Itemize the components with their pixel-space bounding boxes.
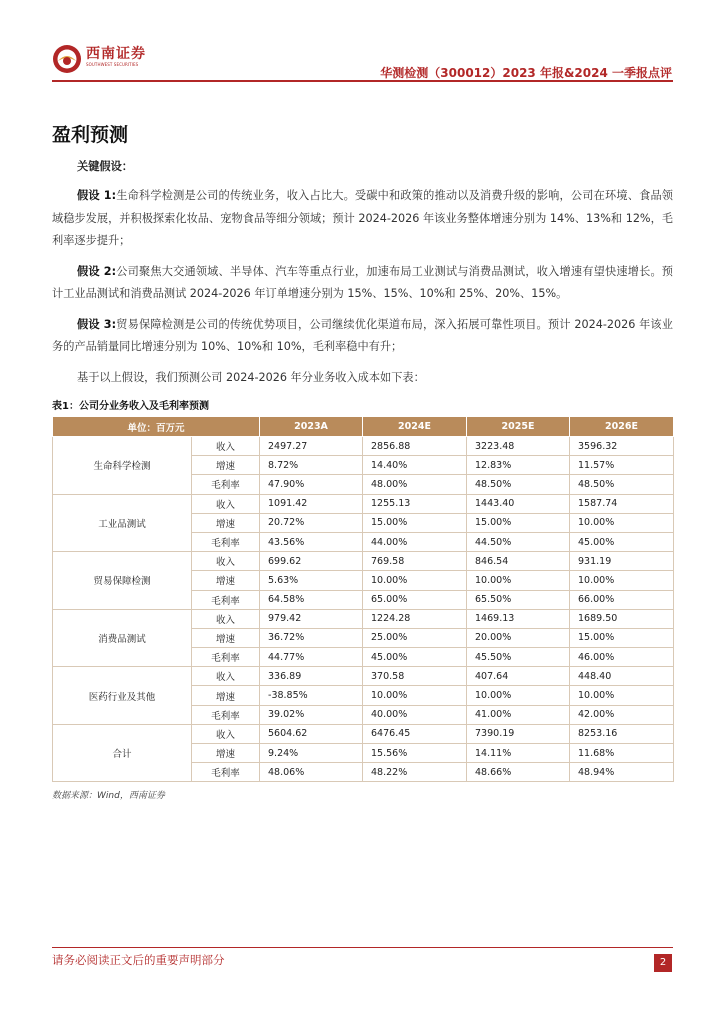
value-cell: 45.00% bbox=[363, 648, 467, 667]
value-cell: 11.57% bbox=[570, 456, 674, 475]
metric-label: 毛利率 bbox=[192, 590, 260, 609]
value-cell: 48.66% bbox=[467, 763, 570, 782]
assumption-1 bbox=[52, 185, 673, 253]
metric-label: 收入 bbox=[192, 724, 260, 743]
table-row bbox=[53, 667, 674, 686]
report-title: 华测检测（300012）2023 年报&2024 一季报点评 bbox=[380, 66, 672, 80]
value-cell: -38.85% bbox=[260, 686, 363, 705]
table-row bbox=[53, 494, 674, 513]
value-cell: 25.00% bbox=[363, 628, 467, 647]
assumption-3 bbox=[52, 314, 673, 359]
logo-en: SOUTHWEST SECURITIES bbox=[86, 62, 139, 67]
value-cell: 14.40% bbox=[363, 456, 467, 475]
assumption-1-text: 生命科学检测是公司的传统业务，收入占比大。受碳中和政策的推动以及消费升级的影响，公司在环境、食品领域稳步发展，并积极探索化妆品、宠物食品等细分领域；预计 2024-2026 年该业务整体增速分别为 14%、13%和 12%，毛利率逐步提升； bbox=[52, 189, 673, 247]
table-row bbox=[53, 724, 674, 743]
value-cell: 370.58 bbox=[363, 667, 467, 686]
footer-divider bbox=[52, 947, 673, 948]
value-cell: 1443.40 bbox=[467, 494, 570, 513]
metric-label: 收入 bbox=[192, 437, 260, 456]
metric-label: 增速 bbox=[192, 456, 260, 475]
metric-label: 增速 bbox=[192, 571, 260, 590]
value-cell: 5.63% bbox=[260, 571, 363, 590]
table-body bbox=[53, 437, 674, 782]
metric-label: 毛利率 bbox=[192, 475, 260, 494]
southwest-securities-logo-icon bbox=[52, 44, 82, 74]
metric-label: 增速 bbox=[192, 513, 260, 532]
value-cell: 7390.19 bbox=[467, 724, 570, 743]
value-cell: 846.54 bbox=[467, 552, 570, 571]
value-cell: 14.11% bbox=[467, 744, 570, 763]
value-cell: 39.02% bbox=[260, 705, 363, 724]
value-cell: 5604.62 bbox=[260, 724, 363, 743]
value-cell: 48.00% bbox=[363, 475, 467, 494]
value-cell: 45.00% bbox=[570, 532, 674, 551]
value-cell: 66.00% bbox=[570, 590, 674, 609]
value-cell: 9.24% bbox=[260, 744, 363, 763]
value-cell: 10.00% bbox=[363, 571, 467, 590]
table-row bbox=[53, 437, 674, 456]
segment-name: 医药行业及其他 bbox=[53, 667, 192, 725]
value-cell: 47.90% bbox=[260, 475, 363, 494]
assumption-1-label: 假设 1: bbox=[77, 189, 117, 202]
metric-label: 毛利率 bbox=[192, 648, 260, 667]
value-cell: 65.50% bbox=[467, 590, 570, 609]
segment-name: 生命科学检测 bbox=[53, 437, 192, 495]
value-cell: 44.00% bbox=[363, 532, 467, 551]
assumption-2 bbox=[52, 261, 673, 306]
value-cell: 15.00% bbox=[363, 513, 467, 532]
assumption-3-label: 假设 3: bbox=[77, 317, 117, 331]
value-cell: 10.00% bbox=[570, 571, 674, 590]
value-cell: 10.00% bbox=[570, 686, 674, 705]
value-cell: 699.62 bbox=[260, 552, 363, 571]
assumption-3-text: 贸易保障检测是公司的传统优势项目，公司继续优化渠道布局，深入拓展可靠性项目。预计 2024-2026 年该业务的产品销量同比增速分别为 10%、10%和 10%，毛利率稳中有升； bbox=[52, 317, 673, 353]
header-2024e: 2024E bbox=[363, 417, 467, 437]
value-cell: 10.00% bbox=[467, 571, 570, 590]
main-content bbox=[52, 120, 673, 801]
value-cell: 10.00% bbox=[363, 686, 467, 705]
data-source: 数据来源：Wind，西南证券 bbox=[52, 791, 165, 802]
value-cell: 41.00% bbox=[467, 705, 570, 724]
value-cell: 45.50% bbox=[467, 648, 570, 667]
metric-label: 收入 bbox=[192, 609, 260, 628]
metric-label: 增速 bbox=[192, 686, 260, 705]
metric-label: 收入 bbox=[192, 667, 260, 686]
logo-cn: 西南证券 bbox=[86, 46, 146, 62]
forecast-table bbox=[52, 416, 674, 782]
value-cell: 3596.32 bbox=[570, 437, 674, 456]
value-cell: 48.50% bbox=[570, 475, 674, 494]
value-cell: 20.72% bbox=[260, 513, 363, 532]
value-cell: 20.00% bbox=[467, 628, 570, 647]
value-cell: 1224.28 bbox=[363, 609, 467, 628]
logo-text bbox=[86, 46, 156, 68]
value-cell: 8253.16 bbox=[570, 724, 674, 743]
value-cell: 769.58 bbox=[363, 552, 467, 571]
value-cell: 48.06% bbox=[260, 763, 363, 782]
value-cell: 42.00% bbox=[570, 705, 674, 724]
value-cell: 1587.74 bbox=[570, 494, 674, 513]
value-cell: 6476.45 bbox=[363, 724, 467, 743]
assumption-2-label: 假设 2: bbox=[77, 264, 117, 278]
value-cell: 3223.48 bbox=[467, 437, 570, 456]
value-cell: 407.64 bbox=[467, 667, 570, 686]
section-title: 盈利预测 bbox=[52, 124, 129, 146]
value-cell: 336.89 bbox=[260, 667, 363, 686]
segment-name: 工业品测试 bbox=[53, 494, 192, 552]
metric-label: 收入 bbox=[192, 552, 260, 571]
value-cell: 44.50% bbox=[467, 532, 570, 551]
value-cell: 65.00% bbox=[363, 590, 467, 609]
value-cell: 48.94% bbox=[570, 763, 674, 782]
value-cell: 1091.42 bbox=[260, 494, 363, 513]
value-cell: 46.00% bbox=[570, 648, 674, 667]
summary-text: 基于以上假设，我们预测公司 2024-2026 年分业务收入成本如下表： bbox=[77, 370, 425, 384]
page-number: 2 bbox=[654, 954, 672, 972]
value-cell: 36.72% bbox=[260, 628, 363, 647]
value-cell: 2856.88 bbox=[363, 437, 467, 456]
header-2025e: 2025E bbox=[467, 417, 570, 437]
value-cell: 12.83% bbox=[467, 456, 570, 475]
metric-label: 毛利率 bbox=[192, 532, 260, 551]
value-cell: 48.50% bbox=[467, 475, 570, 494]
table-row bbox=[53, 552, 674, 571]
value-cell: 40.00% bbox=[363, 705, 467, 724]
value-cell: 8.72% bbox=[260, 456, 363, 475]
header-2023a: 2023A bbox=[260, 417, 363, 437]
segment-name: 合计 bbox=[53, 724, 192, 782]
header-2026e: 2026E bbox=[570, 417, 674, 437]
metric-label: 增速 bbox=[192, 628, 260, 647]
value-cell: 10.00% bbox=[570, 513, 674, 532]
assumption-2-text: 公司聚焦大交通领域、半导体、汽车等重点行业，加速布局工业测试与消费品测试，收入增速有望快速增长。预计工业品测试和消费品测试 2024-2026 年订单增速分别为 15%、15%、10%和 25%、20%、15%。 bbox=[52, 264, 673, 300]
value-cell: 15.56% bbox=[363, 744, 467, 763]
table-row bbox=[53, 609, 674, 628]
value-cell: 48.22% bbox=[363, 763, 467, 782]
value-cell: 979.42 bbox=[260, 609, 363, 628]
value-cell: 1255.13 bbox=[363, 494, 467, 513]
value-cell: 1689.50 bbox=[570, 609, 674, 628]
segment-name: 消费品测试 bbox=[53, 609, 192, 667]
footer-disclaimer: 请务必阅读正文后的重要声明部分 bbox=[52, 953, 225, 967]
value-cell: 2497.27 bbox=[260, 437, 363, 456]
metric-label: 增速 bbox=[192, 744, 260, 763]
metric-label: 毛利率 bbox=[192, 705, 260, 724]
value-cell: 43.56% bbox=[260, 532, 363, 551]
key-assumptions-label: 关键假设： bbox=[77, 160, 133, 173]
value-cell: 15.00% bbox=[570, 628, 674, 647]
page-header bbox=[0, 0, 724, 82]
value-cell: 931.19 bbox=[570, 552, 674, 571]
value-cell: 44.77% bbox=[260, 648, 363, 667]
header-unit: 单位：百万元 bbox=[53, 417, 260, 437]
metric-label: 毛利率 bbox=[192, 763, 260, 782]
table-title: 表1：公司分业务收入及毛利率预测 bbox=[52, 401, 209, 412]
metric-label: 收入 bbox=[192, 494, 260, 513]
value-cell: 448.40 bbox=[570, 667, 674, 686]
value-cell: 11.68% bbox=[570, 744, 674, 763]
value-cell: 15.00% bbox=[467, 513, 570, 532]
value-cell: 10.00% bbox=[467, 686, 570, 705]
value-cell: 64.58% bbox=[260, 590, 363, 609]
value-cell: 1469.13 bbox=[467, 609, 570, 628]
header-divider bbox=[52, 80, 673, 82]
table-header-row bbox=[53, 417, 674, 437]
segment-name: 贸易保障检测 bbox=[53, 552, 192, 610]
